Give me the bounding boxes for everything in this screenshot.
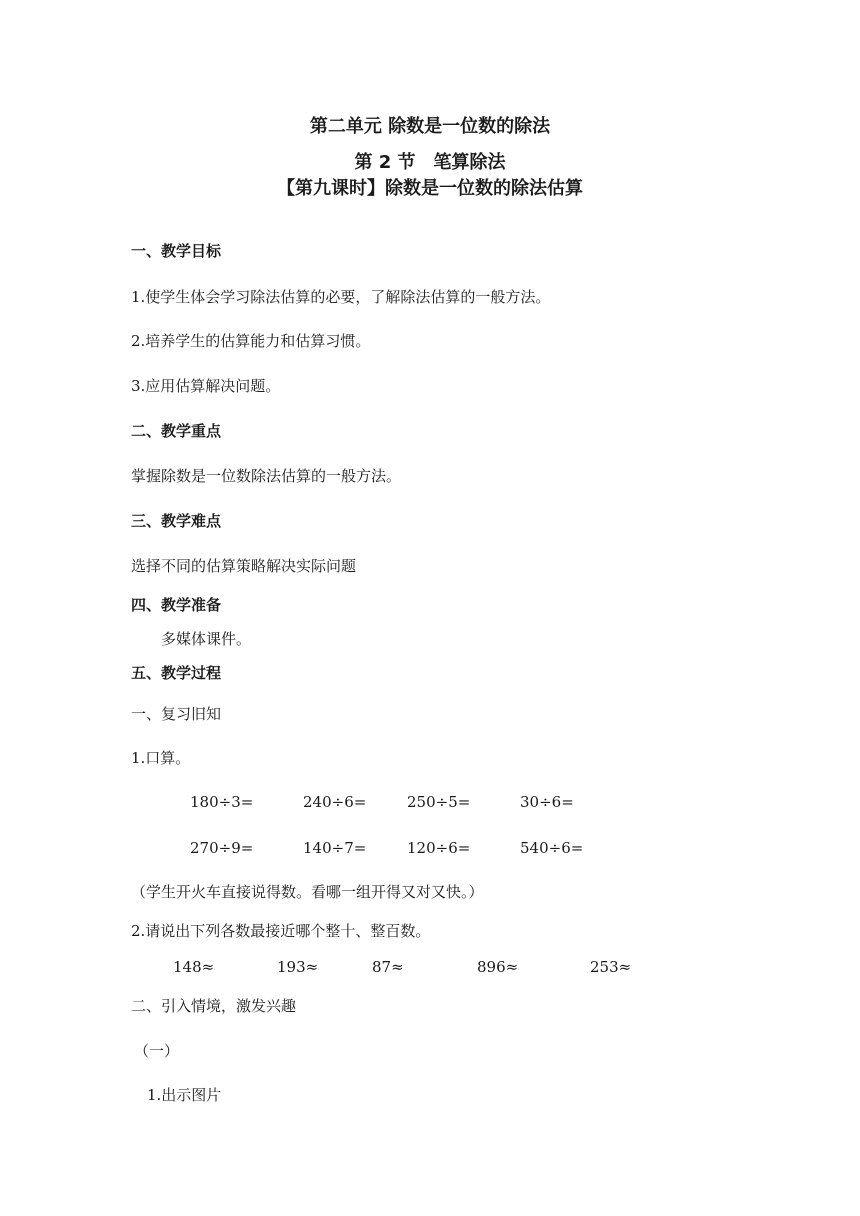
difficulties-heading: 三、教学难点 xyxy=(131,512,222,530)
section-title: 第 2 节 笔算除法 xyxy=(354,152,506,173)
approx-item: 148≈ xyxy=(173,958,215,976)
key-points-text: 掌握除数是一位数除法估算的一般方法。 xyxy=(131,467,402,485)
approx-title: 2.请说出下列各数最接近哪个整十、整百数。 xyxy=(131,922,431,940)
difficulties-text: 选择不同的估算策略解决实际问题 xyxy=(131,557,357,575)
oral-calc-item: 240÷6= xyxy=(303,793,367,811)
intro-step-1: 1.出示图片 xyxy=(147,1086,222,1104)
objective-item: 1.使学生体会学习除法估算的必要，了解除法估算的一般方法。 xyxy=(131,288,551,306)
oral-calc-item: 120÷6= xyxy=(407,839,471,857)
oral-calc-item: 270÷9= xyxy=(190,839,254,857)
objective-item: 2.培养学生的估算能力和估算习惯。 xyxy=(131,332,371,350)
approx-item: 253≈ xyxy=(590,958,632,976)
objective-item: 3.应用估算解决问题。 xyxy=(131,377,281,395)
approx-item: 87≈ xyxy=(372,958,404,976)
oral-note: （学生开火车直接说得数。看哪一组开得又对又快。） xyxy=(131,883,484,901)
lesson-title: 【第九课时】除数是一位数的除法估算 xyxy=(277,178,583,199)
oral-calc-item: 140÷7= xyxy=(303,839,367,857)
intro-title: 二、引入情境，激发兴趣 xyxy=(131,997,297,1015)
review-title: 一、复习旧知 xyxy=(131,705,222,723)
approx-item: 896≈ xyxy=(477,958,519,976)
objectives-heading: 一、教学目标 xyxy=(131,242,222,260)
oral-calc-item: 250÷5= xyxy=(407,793,471,811)
process-heading: 五、教学过程 xyxy=(131,664,222,682)
key-points-heading: 二、教学重点 xyxy=(131,422,222,440)
unit-title: 第二单元 除数是一位数的除法 xyxy=(309,116,551,137)
intro-sub: （一） xyxy=(134,1042,180,1060)
oral-calc-item: 540÷6= xyxy=(520,839,584,857)
preparation-heading: 四、教学准备 xyxy=(131,596,222,614)
oral-title: 1.口算。 xyxy=(131,749,191,767)
oral-calc-item: 180÷3= xyxy=(190,793,254,811)
approx-item: 193≈ xyxy=(277,958,319,976)
oral-calc-item: 30÷6= xyxy=(520,793,574,811)
preparation-text: 多媒体课件。 xyxy=(161,630,252,648)
